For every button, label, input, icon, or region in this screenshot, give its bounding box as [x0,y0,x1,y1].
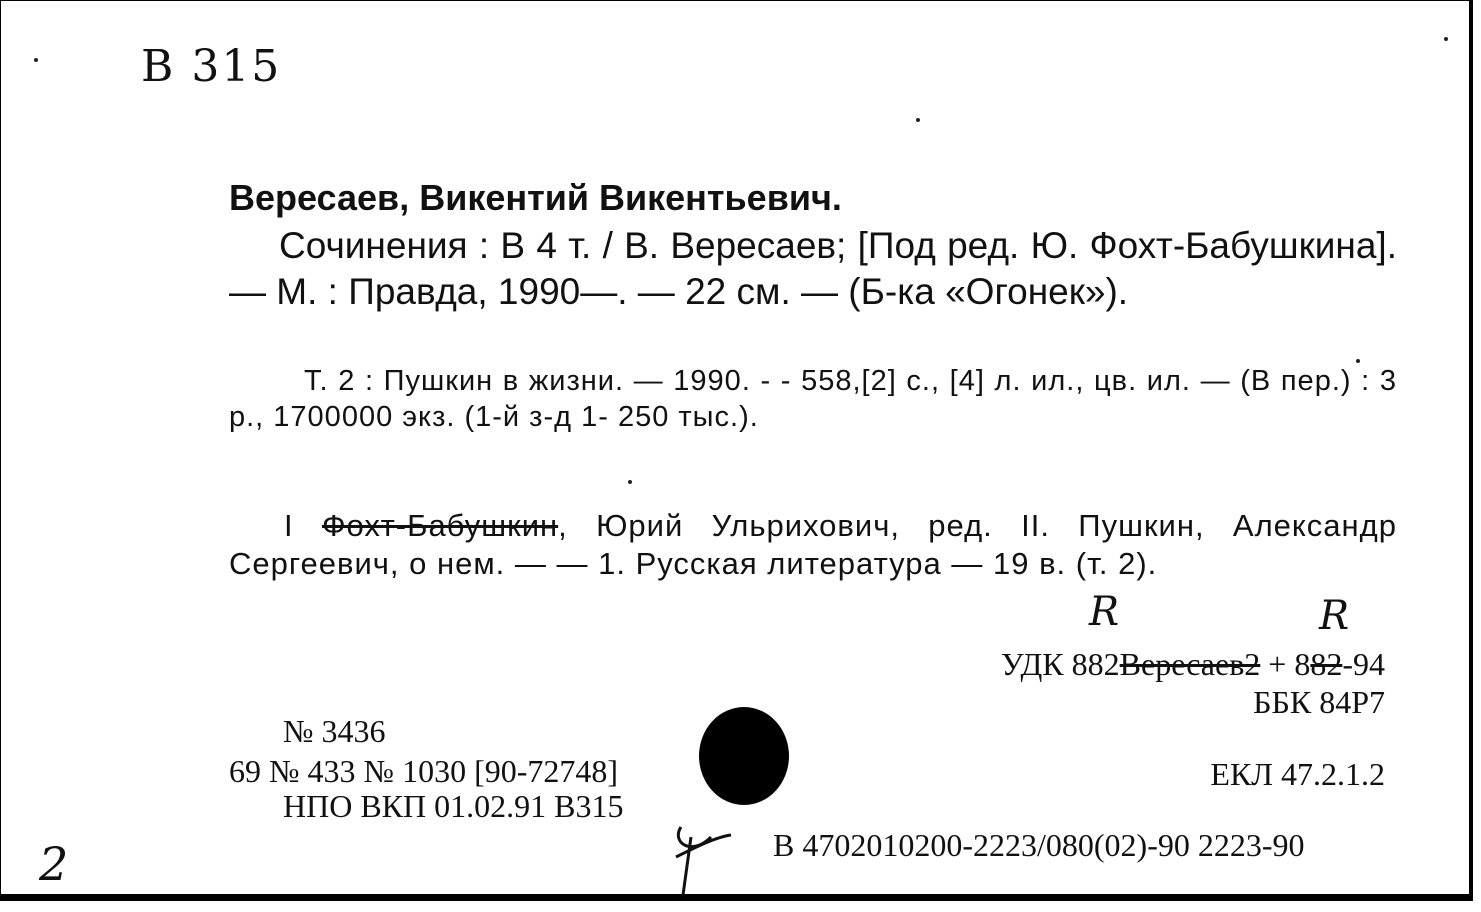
publisher-info: НПО ВКП 01.02.91 В315 [283,788,624,824]
speck [628,480,632,484]
author-heading: Вересаев, Викентий Викентьевич. [229,177,842,218]
ekl-classification: ЕКЛ 47.2.1.2 [1210,756,1385,792]
speck [34,58,38,62]
speck [1356,359,1360,363]
printing-info: 69 № 433 № 1030 [90-72748] [229,753,619,789]
call-number: В 315 [141,41,282,92]
tracing-rest: , Юрий Ульрихович, ред. II. Пушкин, Александр Сергеевич, о нем. — — 1. Русская литература — 19 в. (т. 2). [229,508,1397,581]
handwritten-digit: 2 [39,837,69,891]
handwritten-r-mark-1: R [1089,589,1120,635]
tracing-struck-name: Фохт-Бабушкин [321,508,559,543]
udk-classification: УДК 882Вересаев2 + 882-94 [1001,646,1385,682]
volume-description: Т. 2 : Пушкин в жизни. — 1990. - - 558,[2] с., [4] л. ил., цв. ил. — (В пер.) : 3 р., 1700000 экз. (1-й з-д 1- 250 тыс.). [229,365,1397,433]
speck [1444,37,1448,41]
tracing [229,507,1397,583]
card-hole [699,707,789,805]
tracing-prefix: I [284,508,294,543]
order-number: № 3436 [283,713,386,749]
handwritten-squiggle-icon [661,807,741,897]
bbk-classification: ББК 84Р7 [1253,684,1385,720]
handwritten-r-mark-2: R [1319,593,1350,639]
bibliographic-description: Сочинения : В 4 т. / В. Вересаев; [Под ред. Ю. Фохт-Бабушкина]. — М. : Правда, 1990—. — 22 см. — (Б-ка «Огонек»). [229,225,1397,312]
isbn-code: В 4702010200-2223/080(02)-90 2223-90 [773,827,1305,863]
speck [916,118,920,122]
